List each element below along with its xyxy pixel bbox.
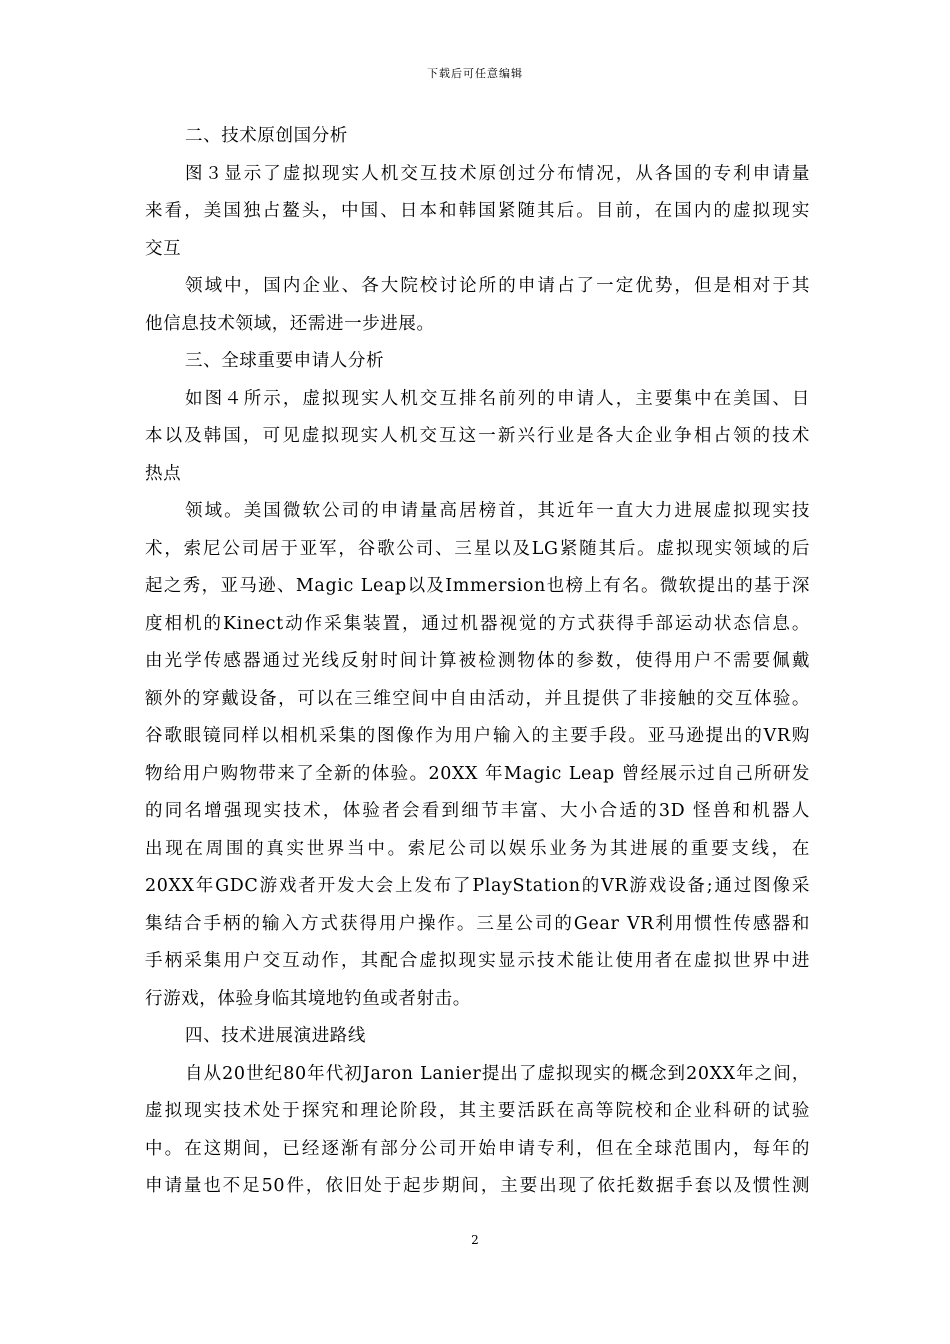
page-header-note: 下载后可任意编辑 bbox=[427, 67, 523, 80]
text-line: 起之秀，亚马逊、Magic Leap以及Immersion也榜上有名。微软提出的基于深 bbox=[145, 576, 810, 596]
text-line: 行游戏，体验身临其境地钓鱼或者射击。 bbox=[145, 988, 471, 1009]
text-line: 20XX年GDC游戏者开发大会上发布了PlayStation的VR游戏设备;通过图像采 bbox=[145, 876, 810, 896]
text-line: 热点 bbox=[145, 463, 182, 484]
text-line: 本以及韩国，可见虚拟现实人机交互这一新兴行业是各大企业争相占领的技术 bbox=[145, 426, 810, 446]
text-line: 手柄采集用户交互动作，其配合虚拟现实显示技术能让使用者在虚拟世界中进 bbox=[145, 951, 810, 971]
text-line: 他信息技术领域，还需进一步进展。 bbox=[145, 313, 435, 334]
text-line: 中。在这期间，已经逐渐有部分公司开始申请专利，但在全球范围内，每年的 bbox=[145, 1138, 810, 1159]
text-line: 谷歌眼镜同样以相机采集的图像作为用户输入的主要手段。亚马逊提出的VR购 bbox=[145, 726, 810, 746]
text-line: 出现在周围的真实世界当中。索尼公司以娱乐业务为其进展的重要支线，在 bbox=[145, 838, 810, 859]
text-line: 二、技术原创国分析 bbox=[185, 126, 348, 146]
page-number: 2 bbox=[471, 1233, 479, 1247]
text-line: 来看，美国独占鳌头，中国、日本和韩国紧随其后。目前，在国内的虚拟现实 bbox=[145, 201, 810, 221]
text-line: 领域。美国微软公司的申请量高居榜首，其近年一直大力进展虚拟现实技 bbox=[185, 501, 810, 521]
text-line: 额外的穿戴设备，可以在三维空间中自由活动，并且提供了非接触的交互体验。 bbox=[145, 688, 810, 709]
text-line: 自从20世纪80年代初Jaron Lanier提出了虚拟现实的概念到20XX年之间， bbox=[185, 1063, 810, 1084]
text-line: 由光学传感器通过光线反射时间计算被检测物体的参数，使得用户不需要佩戴 bbox=[145, 651, 810, 671]
text-line: 的同名增强现实技术，体验者会看到细节丰富、大小合适的3D 怪兽和机器人 bbox=[145, 801, 810, 821]
text-line: 术，索尼公司居于亚军，谷歌公司、三星以及LG紧随其后。虚拟现实领域的后 bbox=[145, 538, 810, 559]
text-line: 度相机的Kinect动作采集装置，通过机器视觉的方式获得手部运动状态信息。 bbox=[145, 613, 810, 634]
text-line: 如图４所示，虚拟现实人机交互排名前列的申请人，主要集中在美国、日 bbox=[185, 388, 810, 409]
text-line: 虚拟现实技术处于探究和理论阶段，其主要活跃在高等院校和企业科研的试验 bbox=[145, 1101, 810, 1121]
text-line: 申请量也不足50件，依旧处于起步期间，主要出现了依托数据手套以及惯性测 bbox=[145, 1176, 810, 1196]
text-line: 四、技术进展演进路线 bbox=[185, 1026, 366, 1046]
document-body bbox=[145, 118, 810, 1206]
text-line: 领域中，国内企业、各大院校讨论所的申请占了一定优势，但是相对于其 bbox=[185, 276, 810, 296]
text-line: 三、全球重要申请人分析 bbox=[185, 351, 385, 371]
text-line: 图３显示了虚拟现实人机交互技术原创过分布情况，从各国的专利申请量 bbox=[185, 163, 810, 184]
text-line: 交互 bbox=[145, 238, 182, 259]
text-line: 物给用户购物带来了全新的体验。20XX 年Magic Leap 曾经展示过自己所研发 bbox=[145, 763, 810, 784]
text-line: 集结合手柄的输入方式获得用户操作。三星公司的Gear VR利用惯性传感器和 bbox=[145, 913, 810, 934]
